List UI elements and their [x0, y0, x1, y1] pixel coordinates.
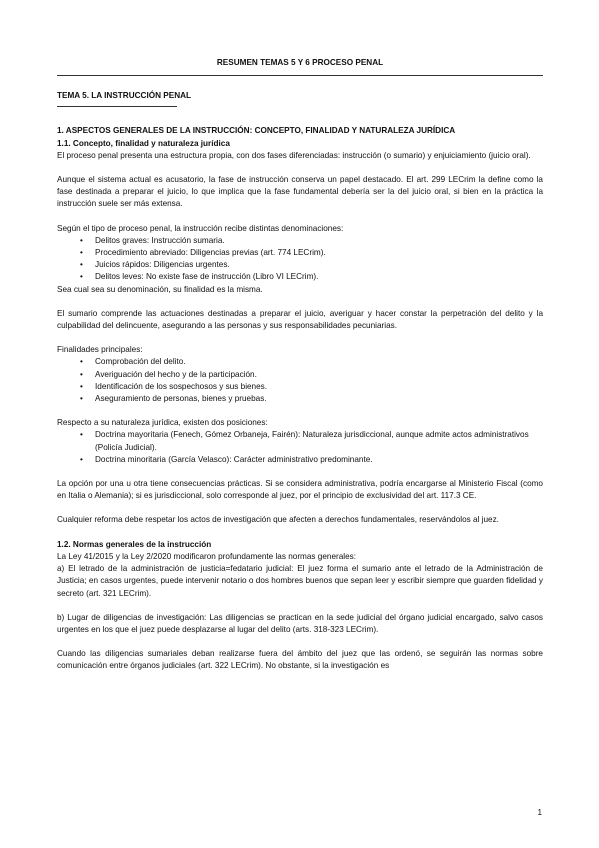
list-item: • Doctrina mayoritaria (Fenech, Gómez Orbaneja, Fairén): Naturaleza jurisdiccional, aunque admite actos administrativos (Policía Judicial).: [95, 429, 543, 453]
finalidades-list: [57, 356, 543, 405]
title-divider: [57, 75, 543, 76]
list-item: • Delitos graves: Instrucción sumaria.: [95, 235, 543, 247]
page-number: 1: [537, 808, 542, 817]
list-item: • Doctrina minoritaria (García Velasco): Carácter administrativo predominante.: [95, 454, 543, 466]
tema-underline: [57, 106, 177, 107]
list-item: • Procedimiento abreviado: Diligencias previas (art. 774 LECrim).: [95, 247, 543, 259]
paragraph-diligencias: Cuando las diligencias sumariales deban realizarse fuera del ámbito del juez que las ordenó, se seguirán las normas sobre comunicación entre órganos judiciales (art. 322 LECrim). No obstante, si la investigación es: [57, 649, 543, 671]
posiciones-list: [57, 429, 543, 466]
list-item: • Comprobación del delito.: [95, 356, 543, 368]
subsection-1-2-heading: 1.2. Normas generales de la instrucción: [57, 539, 212, 549]
list-item: • Averiguación del hecho y de la participación.: [95, 369, 543, 381]
denominaciones-list: [57, 235, 543, 284]
document-body: [57, 57, 543, 673]
naturaleza-intro: Respecto a su naturaleza jurídica, existen dos posiciones:: [57, 418, 268, 428]
paragraph-sumario: El sumario comprende las actuaciones destinadas a preparar el juicio, averiguar y hacer constar la perpetración del delito y la culpabilidad del delincuente, asegurando a las personas y sus responsabilidades pecuniarias.: [57, 308, 543, 331]
paragraph-lugar: b) Lugar de diligencias de investigación: Las diligencias se practican en la sede judicial del órgano judicial encargado, salvo casos urgentes en los que el juez puede desplazarse al lugar del delito (arts. 318-323 LECrim).: [57, 612, 543, 634]
subsection-1-1-heading: 1.1. Concepto, finalidad y naturaleza jurídica: [57, 138, 230, 148]
section-1-heading: 1. ASPECTOS GENERALES DE LA INSTRUCCIÓN: CONCEPTO, FINALIDAD Y NATURALEZA JURÍDICA: [57, 126, 456, 136]
denominaciones-intro: Según el tipo de proceso penal, la instrucción recibe distintas denominaciones:: [57, 223, 344, 233]
paragraph-2: Aunque el sistema actual es acusatorio, la fase de instrucción conserva un papel destacado. El art. 299 LECrim la define como la fase destinada a preparar el juicio, lo que implica que la fase fundamental debería ser la del juicio oral, si bien en la práctica la instrucción suele ser más extensa.: [57, 175, 543, 209]
list-item: • Aseguramiento de personas, bienes y pruebas.: [95, 393, 543, 405]
paragraph-1: El proceso penal presenta una estructura propia, con dos fases diferenciadas: instrucción (o sumario) y enjuiciamiento (juicio oral).: [57, 150, 531, 160]
list-item: • Juicios rápidos: Diligencias urgentes.: [95, 259, 543, 271]
tema-heading: TEMA 5. LA INSTRUCCIÓN PENAL: [57, 91, 192, 101]
list-item: • Delitos leves: No existe fase de instrucción (Libro VI LECrim).: [95, 271, 543, 283]
paragraph-consecuencias: La opción por una u otra tiene consecuencias prácticas. Si se considera administrativa, podría encargarse al Ministerio Fiscal (como en Italia o Alemania); si es jurisdiccional, solo corresponde al juez, por el principio de exclusividad del art. 117.3 CE.: [57, 479, 543, 501]
denominaciones-outro: Sea cual sea su denominación, su finalidad es la misma.: [57, 284, 263, 294]
document-title: RESUMEN TEMAS 5 Y 6 PROCESO PENAL: [216, 58, 384, 67]
paragraph-reforma: Cualquier reforma debe respetar los actos de investigación que afecten a derechos fundamentales, reservándolos al juez.: [57, 515, 499, 525]
finalidades-intro: Finalidades principales:: [57, 345, 143, 355]
paragraph-letrado: a) El letrado de la administración de justicia=fedatario judicial: El juez forma el sumario ante el letrado de la Administración de Justicia; en casos urgentes, puede intervenir notario o dos hombres buenos que sepan leer y escribir siempre que guarden fidelidad y secreto (art. 321 LECrim).: [57, 564, 543, 598]
paragraph-leyes: La Ley 41/2015 y la Ley 2/2020 modificaron profundamente las normas generales:: [57, 551, 357, 561]
list-item: • Identificación de los sospechosos y sus bienes.: [95, 381, 543, 393]
